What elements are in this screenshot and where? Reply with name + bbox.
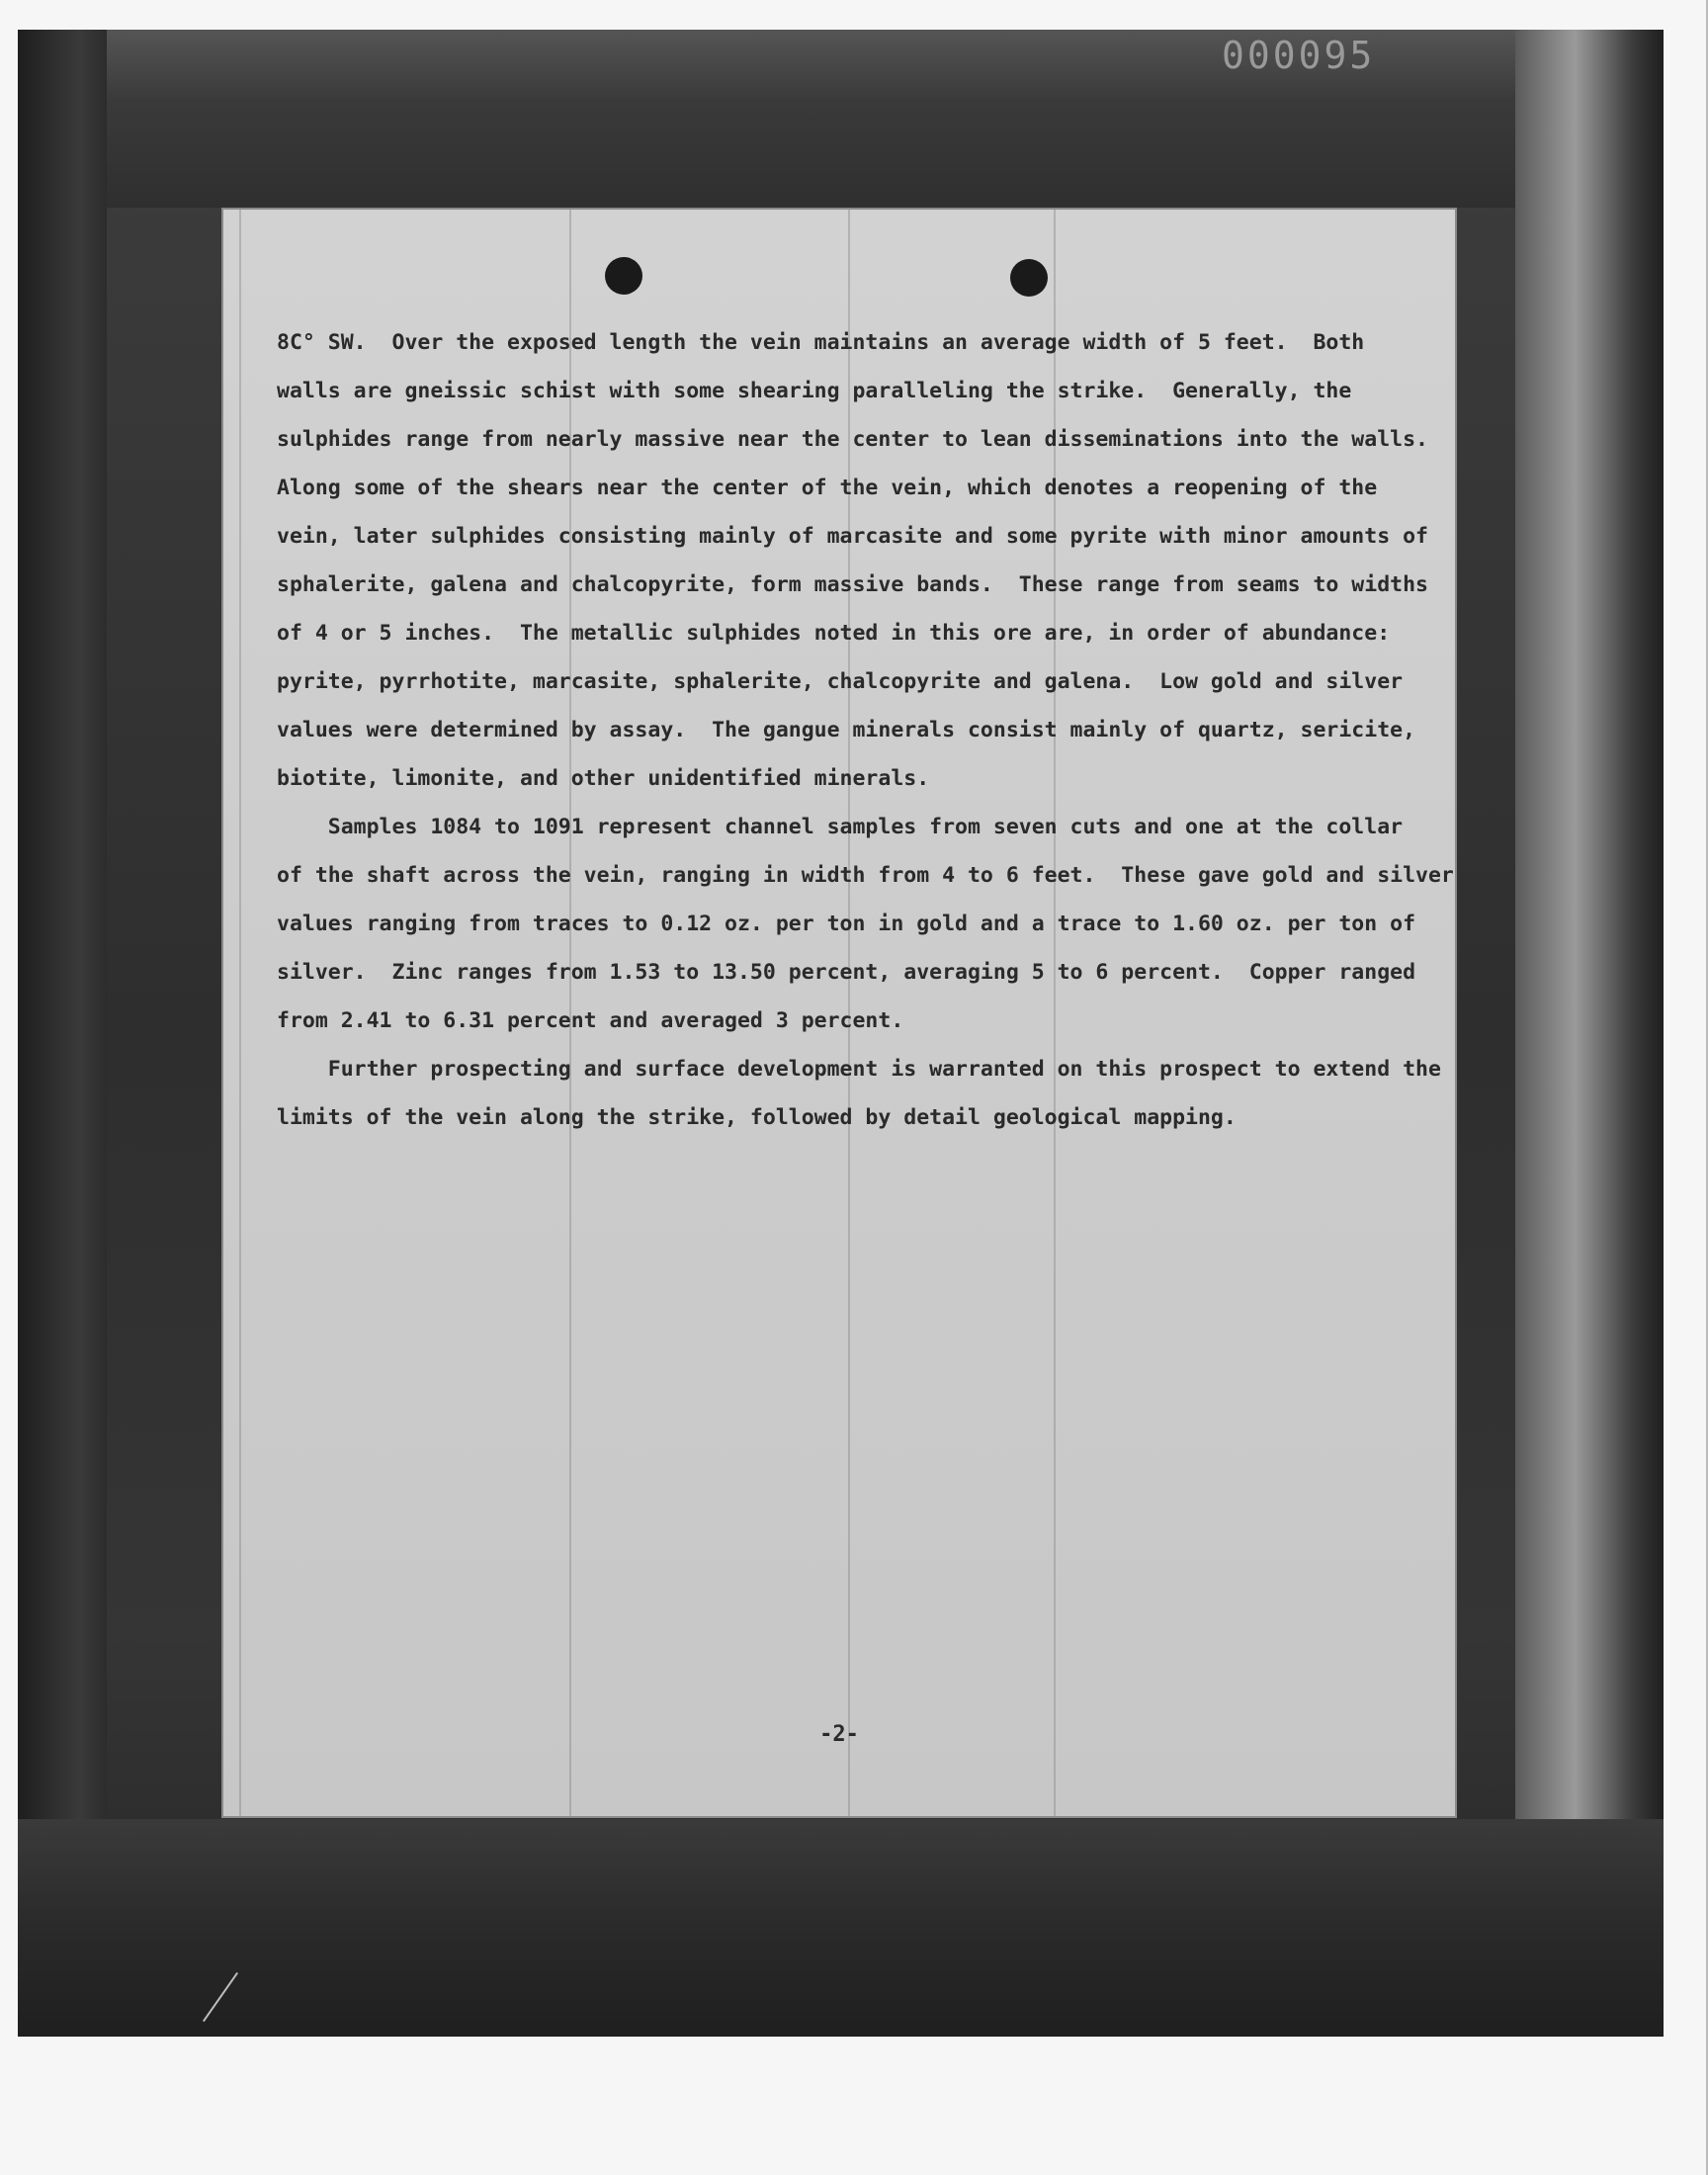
crease-line [239,210,241,1816]
photo-left-edge [18,30,107,2037]
text-line: silver. Zinc ranges from 1.53 to 13.50 percent, averaging 5 to 6 percent. Copper ranged [277,960,1416,985]
punch-hole [1010,259,1048,297]
text-line: pyrite, pyrrhotite, marcasite, sphalerite, chalcopyrite and galena. Low gold and silver [277,669,1404,694]
text-line: Further prospecting and surface development is warranted on this prospect to extend the [277,1057,1441,1082]
text-line: sphalerite, galena and chalcopyrite, form massive bands. These range from seams to widths [277,572,1428,597]
photo-top-band [18,30,1664,208]
text-line: from 2.41 to 6.31 percent and averaged 3 percent. [277,1008,904,1033]
text-line: of 4 or 5 inches. The metallic sulphides noted in this ore are, in order of abundance: [277,621,1391,646]
typed-page [223,210,1455,1816]
page-number: -2- [819,1722,859,1747]
text-line: 8C° SW. Over the exposed length the vein maintains an average width of 5 feet. Both [277,330,1365,355]
punch-hole [605,257,642,295]
document-stamp-number: 000095 [1222,34,1376,77]
text-line: sulphides range from nearly massive near the center to lean disseminations into the walls. [277,427,1428,452]
photo-right-edge [1515,30,1664,2037]
text-line: vein, later sulphides consisting mainly of marcasite and some pyrite with minor amounts of [277,524,1428,549]
photo-bottom-edge [18,1819,1664,2037]
text-line: biotite, limonite, and other unidentified minerals. [277,766,930,791]
text-line: of the shaft across the vein, ranging in width from 4 to 6 feet. These gave gold and silver [277,863,1454,888]
text-line: limits of the vein along the strike, followed by detail geological mapping. [277,1105,1237,1130]
text-line: Samples 1084 to 1091 represent channel samples from seven cuts and one at the collar [277,815,1404,839]
text-line: values were determined by assay. The gangue minerals consist mainly of quartz, sericite, [277,718,1416,742]
text-line: Along some of the shears near the center of the vein, which denotes a reopening of the [277,476,1378,500]
body-text [277,318,1454,1142]
text-line: values ranging from traces to 0.12 oz. per ton in gold and a trace to 1.60 oz. per ton of [277,912,1416,936]
text-line: walls are gneissic schist with some shearing paralleling the strike. Generally, the [277,379,1352,403]
